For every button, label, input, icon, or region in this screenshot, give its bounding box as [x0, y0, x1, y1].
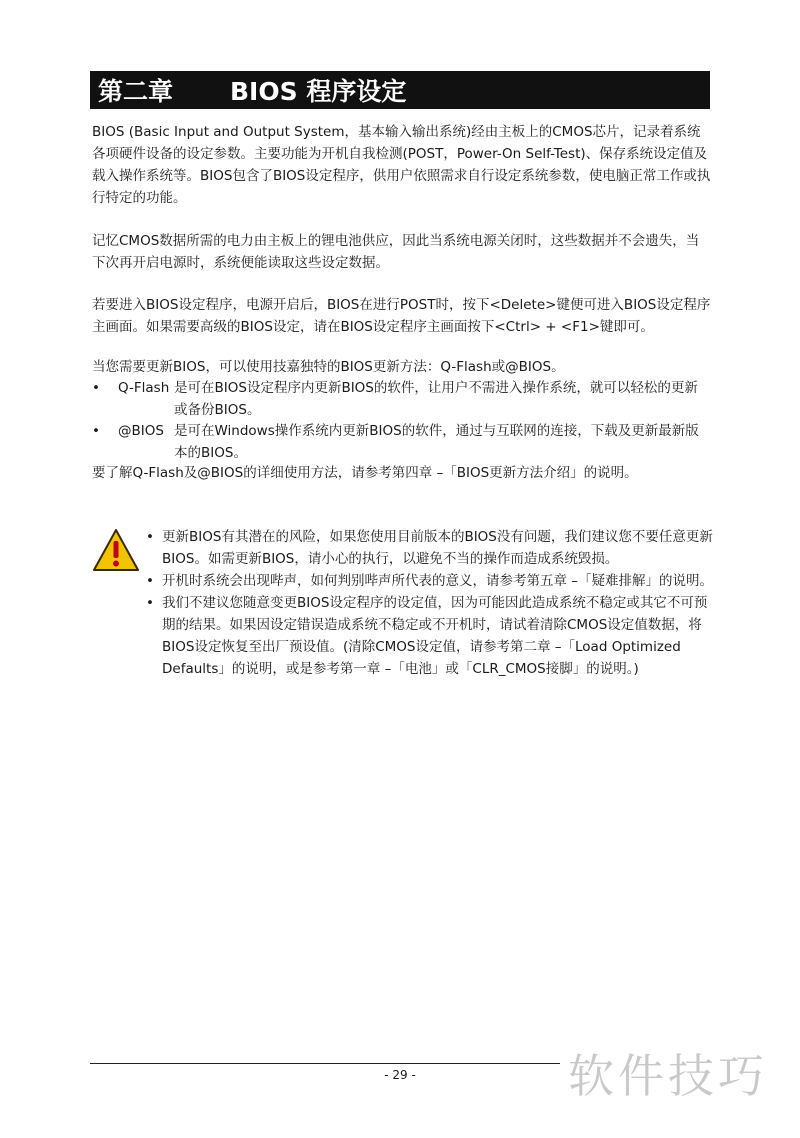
- update-intro-paragraph: 当您需要更新BIOS，可以使用技嘉独特的BIOS更新方法：Q-Flash或@BIOS。: [92, 359, 565, 375]
- warning-text: 我们不建议您随意变更BIOS设定程序的设定值，因为可能因此造成系统不稳定或其它不可预期的结果。如果因设定错误造成系统不稳定或不开机时，请试着清除CMOS设定值数据，将BIOS设定恢复至出厂预设值。(清除CMOS设定值，请参考第二章 –「Load Optimized Defaults」的说明，或是参考第一章 –「电池」或「CLR_CMOS接脚」的说明。): [162, 595, 708, 677]
- bullet-dot: •: [92, 380, 100, 396]
- bullet-dot: •: [92, 423, 100, 439]
- page-number: - 29 -: [384, 1068, 416, 1082]
- warning-item: [146, 526, 716, 570]
- warning-triangle-icon: [92, 528, 140, 572]
- bullet-dot: •: [146, 529, 154, 545]
- method-desc-atbios: 是可在Windows操作系统内更新BIOS的软件，通过与互联网的连接，下载及更新最新版本的BIOS。: [174, 423, 699, 461]
- enter-setup-paragraph: 若要进入BIOS设定程序，电源开启后，BIOS在进行POST时，按下<Delete>键便可进入BIOS设定程序主画面。如果需要高级的BIOS设定，请在BIOS设定程序主画面按下<Ctrl> + <F1>键即可。: [92, 297, 711, 335]
- method-desc-qflash: 是可在BIOS设定程序内更新BIOS的软件，让用户不需进入操作系统，就可以轻松的更新或备份BIOS。: [174, 380, 698, 418]
- warning-item: [146, 570, 716, 592]
- chapter-number: 第二章: [98, 77, 174, 106]
- warning-list: [146, 526, 716, 680]
- bullet-dot: •: [146, 595, 154, 611]
- warning-text: 开机时系统会出现哔声，如何判别哔声所代表的意义，请参考第五章 –「疑难排解」的说明。: [162, 573, 714, 589]
- list-item-atbios: [92, 420, 712, 464]
- bullet-dot: •: [146, 573, 154, 589]
- chapter-title: BIOS 程序设定: [230, 77, 407, 106]
- warning-item: [146, 592, 716, 680]
- footer-divider: [90, 1063, 560, 1064]
- cmos-memory-paragraph: 记忆CMOS数据所需的电力由主板上的锂电池供应，因此当系统电源关闭时，这些数据并不会遗失，当下次再开启电源时，系统便能读取这些设定数据。: [92, 233, 700, 271]
- update-outro-paragraph: 要了解Q-Flash及@BIOS的详细使用方法，请参考第四章 –「BIOS更新方法介绍」的说明。: [92, 465, 638, 481]
- method-term-qflash: Q-Flash: [118, 380, 170, 396]
- intro-paragraph: BIOS (Basic Input and Output System，基本输入输出系统)经由主板上的CMOS芯片，记录着系统各项硬件设备的设定参数。主要功能为开机自我检测(POST，Power-On Self-Test)、保存系统设定值及载入操作系统等。BIOS包含了BIOS设定程序，供用户依照需求自行设定系统参数，使电脑正常工作或执行特定的功能。: [92, 124, 711, 206]
- list-item-qflash: [92, 377, 712, 421]
- watermark-text: 软件技巧: [568, 1049, 768, 1103]
- chapter-header: [90, 71, 710, 109]
- method-term-atbios: @BIOS: [118, 423, 164, 439]
- warning-text: 更新BIOS有其潜在的风险，如果您使用目前版本的BIOS没有问题，我们建议您不要任意更新BIOS。如需更新BIOS，请小心的执行，以避免不当的操作而造成系统毁损。: [162, 529, 713, 567]
